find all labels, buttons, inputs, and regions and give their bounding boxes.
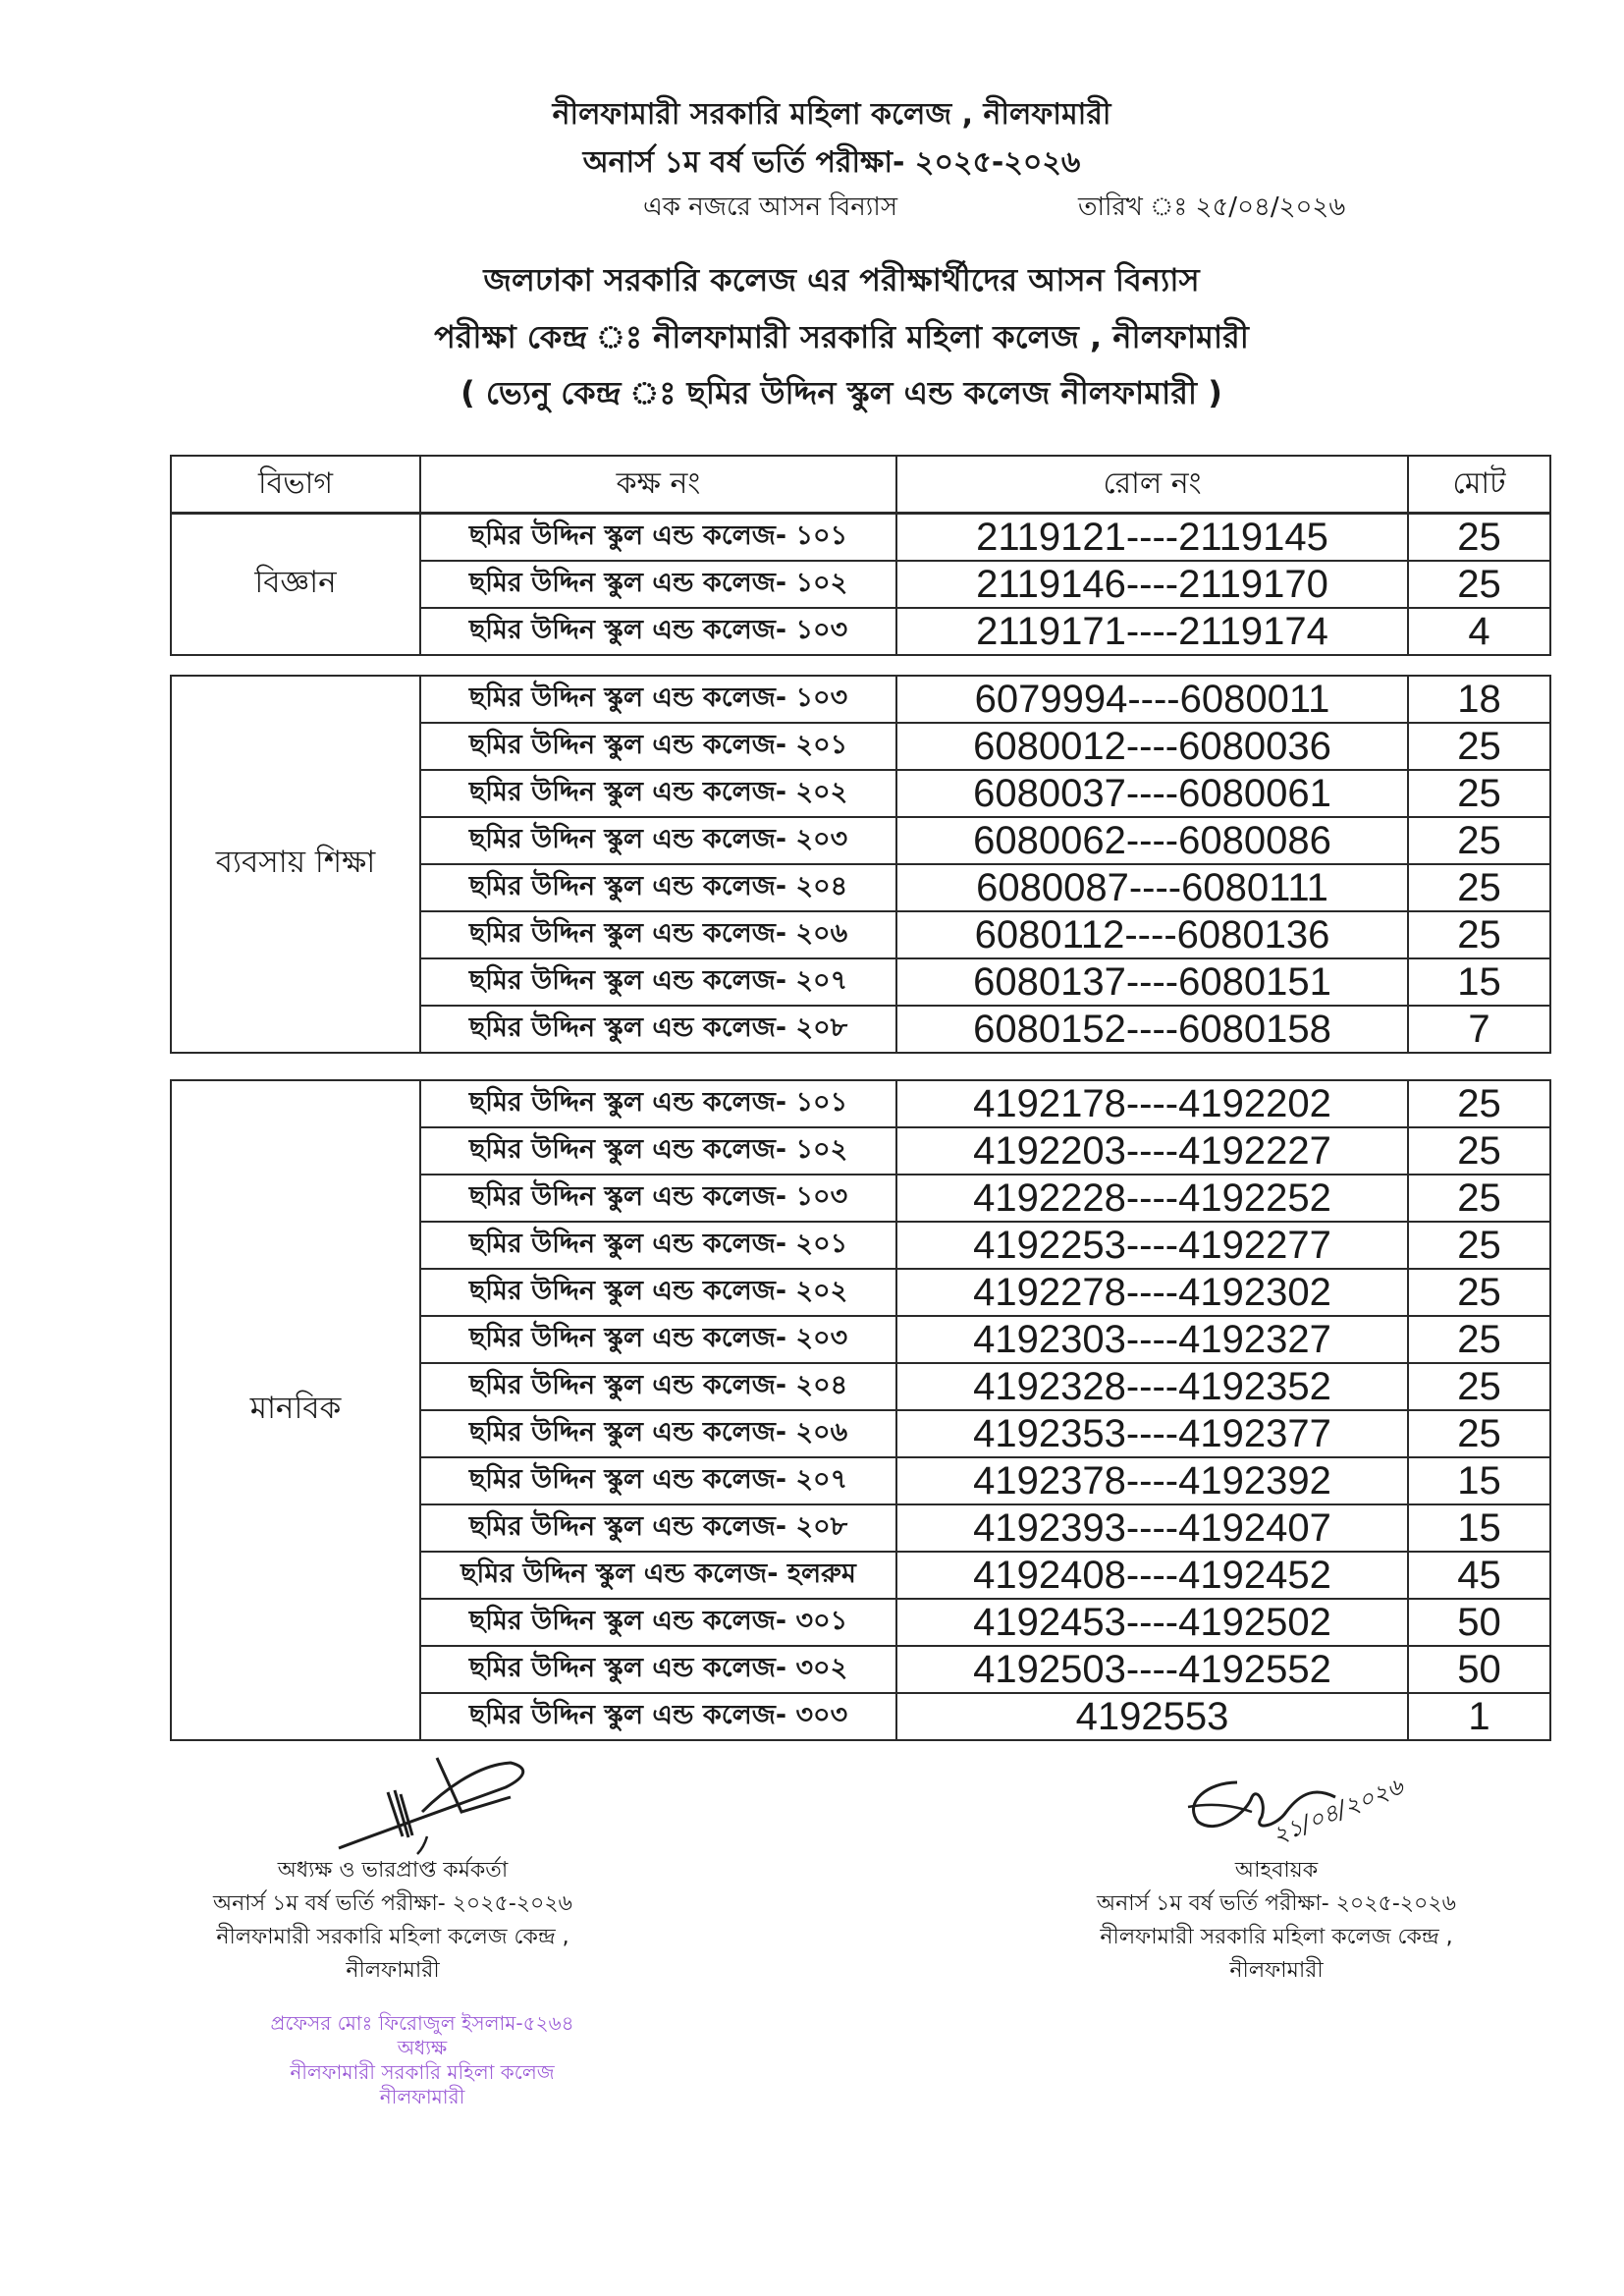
total-cell: 25	[1408, 1127, 1550, 1175]
total-cell: 4	[1408, 608, 1550, 655]
roll-range-cell: 4192203----4192227	[896, 1127, 1408, 1175]
room-cell: ছমির উদ্দিন স্কুল এন্ড কলেজ- ২০১	[420, 1222, 896, 1269]
subtitle-row	[0, 187, 1624, 222]
section-science	[170, 513, 1551, 656]
principal-stamp	[226, 2011, 619, 2109]
roll-range-cell: 4192453----4192502	[896, 1599, 1408, 1646]
convener-exam: অনার্স ১ম বর্ষ ভর্তি পরীক্ষা- ২০২৫-২০২৬	[1097, 1891, 1456, 1916]
room-cell: ছমির উদ্দিন স্কুল এন্ড কলেজ- ২০৭	[420, 1457, 896, 1504]
total-cell: 15	[1408, 1504, 1550, 1552]
college-seat-plan-heading: জলঢাকা সরকারি কলেজ এর পরীক্ষার্থীদের আসন বিন্যাস	[483, 261, 1200, 299]
principal-title: অধ্যক্ষ ও ভারপ্রাপ্ত কর্মকর্তা	[277, 1858, 509, 1883]
department-cell: মানবিক	[171, 1080, 420, 1740]
roll-range-cell: 6080062----6080086	[896, 817, 1408, 864]
total-cell: 25	[1408, 723, 1550, 770]
column-header-total: মোট	[1408, 456, 1550, 513]
convener-title: আহবায়ক	[1234, 1858, 1319, 1883]
room-cell: ছমির উদ্দিন স্কুল এন্ড কলেজ- ২০৪	[420, 1363, 896, 1410]
total-cell: 45	[1408, 1552, 1550, 1599]
total-cell: 25	[1408, 1175, 1550, 1222]
roll-range-cell: 4192353----4192377	[896, 1410, 1408, 1457]
room-cell: ছমির উদ্দিন স্কুল এন্ড কলেজ- হলরুম	[420, 1552, 896, 1599]
roll-range-cell: 2119121----2119145	[896, 514, 1408, 561]
seat-plan-subtitle: এক নজরে আসন বিন্যাস	[643, 192, 897, 222]
total-cell: 25	[1408, 1410, 1550, 1457]
table-row	[171, 1080, 1550, 1127]
total-cell: 25	[1408, 770, 1550, 817]
roll-range-cell: 6080037----6080061	[896, 770, 1408, 817]
room-cell: ছমির উদ্দিন স্কুল এন্ড কলেজ- ২০৮	[420, 1006, 896, 1053]
roll-range-cell: 6080012----6080036	[896, 723, 1408, 770]
total-cell: 1	[1408, 1693, 1550, 1740]
section-humanities	[170, 1079, 1551, 1741]
total-cell: 25	[1408, 561, 1550, 608]
total-cell: 50	[1408, 1599, 1550, 1646]
total-cell: 15	[1408, 1457, 1550, 1504]
exam-title: অনার্স ১ম বর্ষ ভর্তি পরীক্ষা- ২০২৫-২০২৬	[582, 145, 1081, 180]
total-cell: 25	[1408, 1080, 1550, 1127]
convener-signature-block	[1041, 1854, 1512, 1988]
room-cell: ছমির উদ্দিন স্কুল এন্ড কলেজ- ৩০৩	[420, 1693, 896, 1740]
room-cell: ছমির উদ্দিন স্কুল এন্ড কলেজ- ২০৪	[420, 864, 896, 911]
seat-table-header	[170, 455, 1551, 514]
total-cell: 25	[1408, 1316, 1550, 1363]
room-cell: ছমির উদ্দিন স্কুল এন্ড কলেজ- ১০১	[420, 514, 896, 561]
roll-range-cell: 4192553	[896, 1693, 1408, 1740]
roll-range-cell: 4192408----4192452	[896, 1552, 1408, 1599]
roll-range-cell: 4192178----4192202	[896, 1080, 1408, 1127]
roll-range-cell: 2119146----2119170	[896, 561, 1408, 608]
total-cell: 25	[1408, 514, 1550, 561]
room-cell: ছমির উদ্দিন স্কুল এন্ড কলেজ- ১০৩	[420, 608, 896, 655]
total-cell: 50	[1408, 1646, 1550, 1693]
institution-title: নীলফামারী সরকারি মহিলা কলেজ , নীলফামারী	[552, 97, 1111, 132]
room-cell: ছমির উদ্দিন স্কুল এন্ড কলেজ- ২০৬	[420, 911, 896, 958]
table-row	[171, 676, 1550, 723]
total-cell: 25	[1408, 817, 1550, 864]
room-cell: ছমির উদ্দিন স্কুল এন্ড কলেজ- ২০৮	[420, 1504, 896, 1552]
principal-exam: অনার্স ১ম বর্ষ ভর্তি পরীক্ষা- ২০২৫-২০২৬	[213, 1891, 572, 1916]
room-cell: ছমির উদ্দিন স্কুল এন্ড কলেজ- ২০২	[420, 1269, 896, 1316]
roll-range-cell: 6080112----6080136	[896, 911, 1408, 958]
total-cell: 18	[1408, 676, 1550, 723]
room-cell: ছমির উদ্দিন স্কুল এন্ড কলেজ- ৩০২	[420, 1646, 896, 1693]
total-cell: 15	[1408, 958, 1550, 1006]
principal-center: নীলফামারী সরকারি মহিলা কলেজ কেন্দ্র ,	[216, 1925, 569, 1949]
roll-range-cell: 4192303----4192327	[896, 1316, 1408, 1363]
stamp-college: নীলফামারী সরকারি মহিলা কলেজ	[290, 2060, 555, 2084]
roll-range-cell: 4192393----4192407	[896, 1504, 1408, 1552]
roll-range-cell: 4192328----4192352	[896, 1363, 1408, 1410]
stamp-city: নীলফামারী	[379, 2085, 465, 2108]
convener-center: নীলফামারী সরকারি মহিলা কলেজ কেন্দ্র ,	[1100, 1925, 1453, 1949]
department-cell: ব্যবসায় শিক্ষা	[171, 676, 420, 1053]
total-cell: 25	[1408, 1363, 1550, 1410]
room-cell: ছমির উদ্দিন স্কুল এন্ড কলেজ- ১০৩	[420, 1175, 896, 1222]
roll-range-cell: 2119171----2119174	[896, 608, 1408, 655]
column-header-room: কক্ষ নং	[420, 456, 896, 513]
stamp-designation: অধ্যক্ষ	[397, 2036, 448, 2059]
total-cell: 25	[1408, 864, 1550, 911]
roll-range-cell: 4192503----4192552	[896, 1646, 1408, 1693]
column-header-department: বিভাগ	[171, 456, 420, 513]
room-cell: ছমির উদ্দিন স্কুল এন্ড কলেজ- ১০২	[420, 561, 896, 608]
exam-center-heading: পরীক্ষা কেন্দ্র ঃ নীলফামারী সরকারি মহিলা কলেজ , নীলফামারী	[434, 318, 1249, 355]
convener-signature	[1168, 1768, 1414, 1861]
document-date: তারিখ ঃ ২৫/০৪/২০২৬	[1078, 192, 1346, 222]
room-cell: ছমির উদ্দিন স্কুল এন্ড কলেজ- ১০১	[420, 1080, 896, 1127]
room-cell: ছমির উদ্দিন স্কুল এন্ড কলেজ- ২০৬	[420, 1410, 896, 1457]
room-cell: ছমির উদ্দিন স্কুল এন্ড কলেজ- ১০৩	[420, 676, 896, 723]
section-business-studies	[170, 675, 1551, 1054]
roll-range-cell: 6080087----6080111	[896, 864, 1408, 911]
room-cell: ছমির উদ্দিন স্কুল এন্ড কলেজ- ২০২	[420, 770, 896, 817]
roll-range-cell: 4192228----4192252	[896, 1175, 1408, 1222]
roll-range-cell: 6079994----6080011	[896, 676, 1408, 723]
department-cell: বিজ্ঞান	[171, 514, 420, 655]
venue-center-heading: ( ভ্যেনু কেন্দ্র ঃ ছমির উদ্দিন স্কুল এন্ড কলেজ নীলফামারী )	[460, 374, 1222, 411]
room-cell: ছমির উদ্দিন স্কুল এন্ড কলেজ- ২০৭	[420, 958, 896, 1006]
total-cell: 25	[1408, 911, 1550, 958]
total-cell: 25	[1408, 1222, 1550, 1269]
room-cell: ছমির উদ্দিন স্কুল এন্ড কলেজ- ২০৩	[420, 1316, 896, 1363]
room-cell: ছমির উদ্দিন স্কুল এন্ড কলেজ- ৩০১	[420, 1599, 896, 1646]
roll-range-cell: 4192378----4192392	[896, 1457, 1408, 1504]
room-cell: ছমির উদ্দিন স্কুল এন্ড কলেজ- ১০২	[420, 1127, 896, 1175]
table-row	[171, 514, 1550, 561]
roll-range-cell: 6080137----6080151	[896, 958, 1408, 1006]
handwritten-date: ২১/০৪/২০২৬	[1268, 1772, 1407, 1850]
convener-city: নীলফামারী	[1229, 1958, 1324, 1983]
total-cell: 25	[1408, 1269, 1550, 1316]
principal-city: নীলফামারী	[346, 1958, 440, 1983]
total-cell: 7	[1408, 1006, 1550, 1053]
room-cell: ছমির উদ্দিন স্কুল এন্ড কলেজ- ২০১	[420, 723, 896, 770]
roll-range-cell: 6080152----6080158	[896, 1006, 1408, 1053]
principal-signature-block	[157, 1854, 628, 1988]
column-header-roll: রোল নং	[896, 456, 1408, 513]
roll-range-cell: 4192253----4192277	[896, 1222, 1408, 1269]
principal-signature	[314, 1753, 540, 1856]
room-cell: ছমির উদ্দিন স্কুল এন্ড কলেজ- ২০৩	[420, 817, 896, 864]
stamp-name: প্রফেসর মোঃ ফিরোজুল ইসলাম-৫২৬৪	[270, 2011, 574, 2035]
roll-range-cell: 4192278----4192302	[896, 1269, 1408, 1316]
